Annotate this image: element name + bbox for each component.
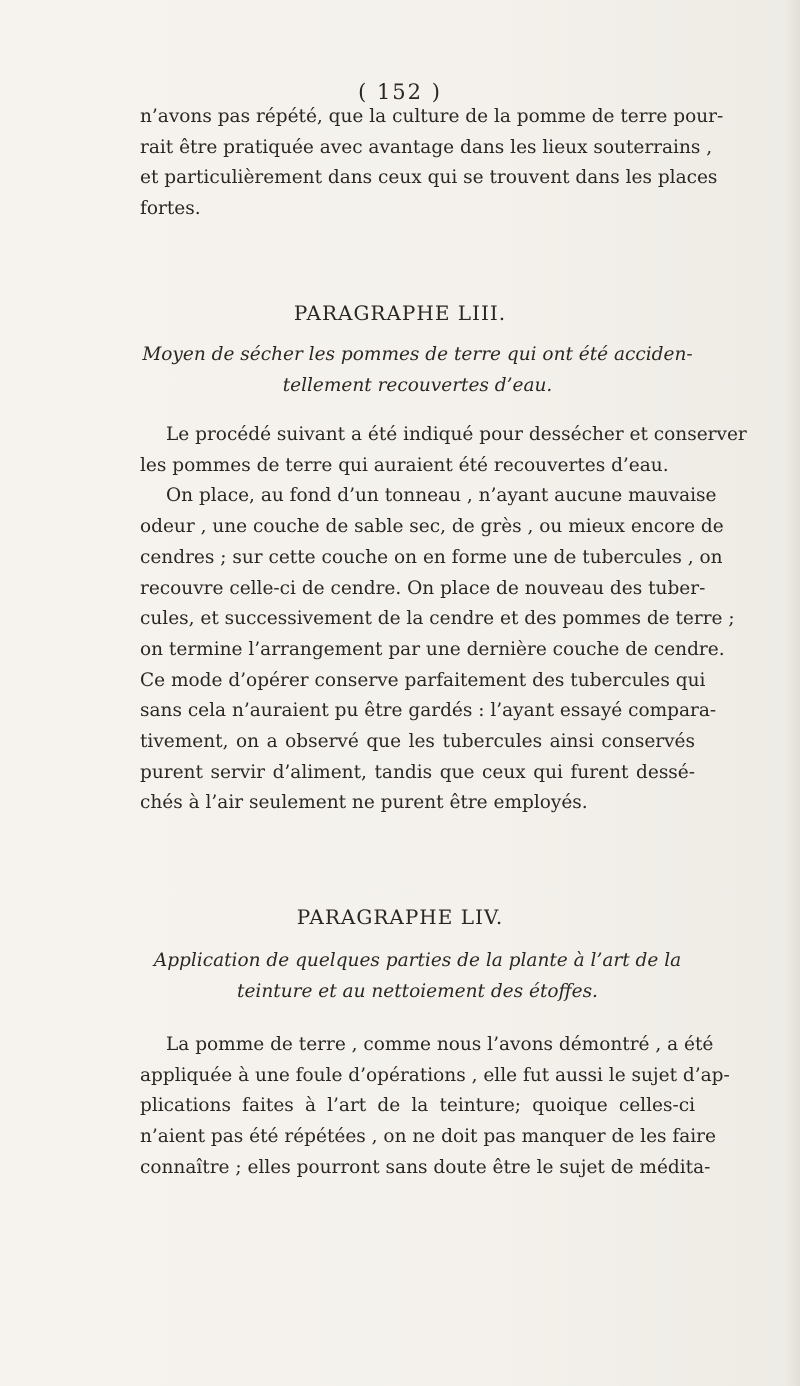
title-line: Moyen de sécher les pommes de terre qui ont été acciden-: [142, 344, 693, 365]
section-body-liii: [140, 420, 747, 819]
text-line: Ce mode d’opérer conserve parfaitement des tubercules qui: [140, 669, 706, 691]
text-line: tivement, on a observé que les tubercules ainsi conservés: [140, 731, 695, 753]
text-line: on termine l’arrangement par une dernière couche de cendre.: [140, 638, 725, 660]
page-edge-shadow: [786, 0, 800, 1386]
text-line: odeur , une couche de sable sec, de grès , ou mieux encore de: [140, 516, 724, 538]
section-heading-liii: PARAGRAPHE LIII.: [293, 301, 507, 325]
text-line: Le procédé suivant a été indiqué pour dessécher et conserver: [166, 424, 747, 445]
section-title-liii: [140, 340, 695, 401]
section-title-liv: [140, 946, 695, 1007]
text-line: n’aient pas été répétées , on ne doit pas manquer de les faire: [140, 1126, 716, 1148]
text-line: chés à l’air seulement ne purent être employés.: [140, 792, 588, 814]
text-line: cendres ; sur cette couche on en forme une de tubercules , on: [140, 546, 723, 568]
section-body-liv: [140, 1030, 730, 1184]
text-line: rait être pratiquée avec avantage dans les lieux souterrains ,: [140, 136, 713, 158]
text-line: n’avons pas répété, que la culture de la pomme de terre pour-: [140, 106, 724, 127]
text-line: les pommes de terre qui auraient été recouvertes d’eau.: [140, 454, 669, 476]
text-line: cules, et successivement de la cendre et des pommes de terre ;: [140, 608, 735, 630]
title-line: Application de quelques parties de la plante à l’art de la: [153, 950, 682, 971]
title-line: tellement recouvertes d’eau.: [282, 374, 553, 396]
section-heading-liv: PARAGRAPHE LIV.: [296, 905, 504, 929]
text-line: purent servir d’aliment, tandis que ceux qui furent dessé-: [140, 761, 695, 783]
text-line: fortes.: [140, 198, 201, 220]
text-line: connaître ; elles pourront sans doute être le sujet de médita-: [140, 1156, 711, 1178]
text-line: sans cela n’auraient pu être gardés : l’ayant essayé compara-: [140, 700, 717, 722]
text-line: recouvre celle-ci de cendre. On place de nouveau des tuber-: [140, 577, 706, 599]
page-number: ( 152 ): [358, 80, 442, 104]
text-line: et particulièrement dans ceux qui se trouvent dans les places: [140, 167, 718, 189]
text-line: appliquée à une foule d’opérations , elle fut aussi le sujet d’ap-: [140, 1064, 730, 1086]
opening-paragraph: [140, 102, 724, 225]
text-line: On place, au fond d’un tonneau , n’ayant aucune mauvaise: [166, 485, 717, 507]
text-line: La pomme de terre , comme nous l’avons démontré , a été: [166, 1034, 714, 1055]
title-line: teinture et au nettoiement des étoffes.: [237, 980, 598, 1002]
text-line: plications faites à l’art de la teinture; quoique celles-ci: [140, 1095, 695, 1117]
